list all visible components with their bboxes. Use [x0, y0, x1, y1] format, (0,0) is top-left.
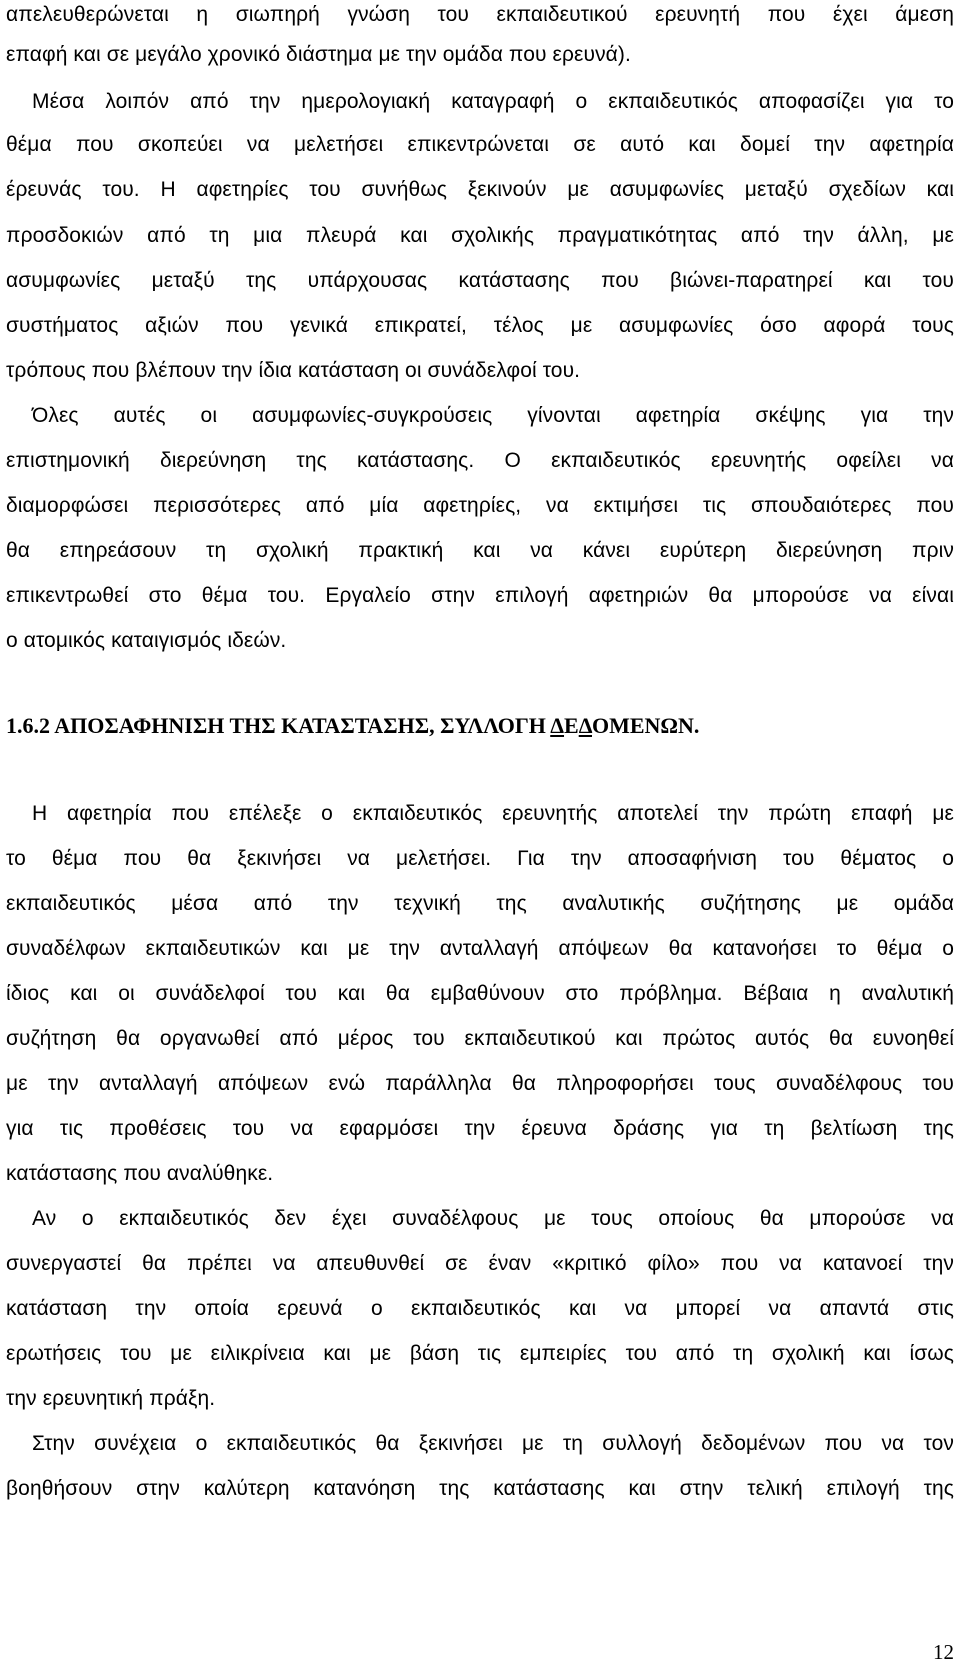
- text-line: εκπαιδευτικός μέσα από την τεχνική της αναλυτικής συζήτησης με ομάδα: [6, 892, 954, 915]
- text-line: με την ανταλλαγή απόψεων ενώ παράλληλα θα πληροφορήσει τους συναδέλφους του: [6, 1072, 954, 1095]
- text-line: ασυμφωνίες μεταξύ της υπάρχουσας κατάστασης που βιώνει-παρατηρεί και του: [6, 269, 954, 292]
- text-line: βοηθήσουν στην καλύτερη κατανόηση της κατάστασης και στην τελική επιλογή της: [6, 1477, 954, 1500]
- page-number: 12: [933, 1640, 954, 1664]
- text-line: τρόπους που βλέπουν την ίδια κατάσταση οι συνάδελφοί του.: [6, 359, 581, 382]
- text-line: συνεργαστεί θα πρέπει να απευθυνθεί σε έναν «κριτικό φίλο» που να κατανοεί την: [6, 1252, 954, 1275]
- text-line: συστήματος αξιών που γενικά επικρατεί, τέλος με ασυμφωνίες όσο αφορά τους: [6, 314, 954, 337]
- section-title: ΑΠΟΣΑΦΗΝΙΣΗ ΤΗΣ ΚΑΤΑΣΤΑΣΗΣ, ΣΥΛΛΟΓΗ ΔΕΔΟΜΕΝΩΝ.: [54, 713, 700, 738]
- text-line: κατάστασης που αναλύθηκε.: [6, 1162, 274, 1185]
- text-line: Στην συνέχεια ο εκπαιδευτικός θα ξεκινήσει με τη συλλογή δεδομένων που να τον: [32, 1432, 954, 1455]
- text-line: ίδιος και οι συνάδελφοί του και θα εμβαθύνουν στο πρόβλημα. Βέβαια η αναλυτική: [6, 982, 954, 1005]
- text-line: επιστημονική διερεύνηση της κατάστασης. Ο εκπαιδευτικός ερευνητής οφείλει να: [6, 449, 954, 472]
- text-line: Η αφετηρία που επέλεξε ο εκπαιδευτικός ερευνητής αποτελεί την πρώτη επαφή με: [32, 802, 954, 825]
- text-line: για τις προθέσεις του να εφαρμόσει την έρευνα δράσης για τη βελτίωση της: [6, 1117, 954, 1140]
- text-line: την ερευνητική πράξη.: [6, 1387, 216, 1410]
- text-line: προσδοκιών από τη μια πλευρά και σχολικής πραγματικότητας από την άλλη, με: [6, 224, 954, 247]
- section-number: 1.6.2: [6, 713, 50, 738]
- text-line: το θέμα που θα ξεκινήσει να μελετήσει. Για την αποσαφήνιση του θέματος ο: [6, 847, 954, 870]
- text-line: επαφή και σε μεγάλο χρονικό διάστημα με την ομάδα που ερευνά).: [6, 43, 631, 66]
- text-line: συζήτηση θα οργανωθεί από μέρος του εκπαιδευτικού και πρώτος αυτός θα ευνοηθεί: [6, 1027, 954, 1050]
- text-line: διαμορφώσει περισσότερες από μία αφετηρίες, να εκτιμήσει τις σπουδαιότερες που: [6, 494, 954, 517]
- text-line: έρευνάς του. Η αφετηρίες του συνήθως ξεκινούν με ασυμφωνίες μεταξύ σχεδίων και: [6, 178, 954, 201]
- text-line: Μέσα λοιπόν από την ημερολογιακή καταγραφή ο εκπαιδευτικός αποφασίζει για το: [32, 90, 954, 113]
- section-heading: [6, 712, 699, 740]
- text-line: συναδέλφων εκπαιδευτικών και με την ανταλλαγή απόψεων θα κατανοήσει το θέμα ο: [6, 937, 954, 960]
- text-line: απελευθερώνεται η σιωπηρή γνώση του εκπαιδευτικού ερευνητή που έχει άμεση: [6, 3, 954, 26]
- text-line: θα επηρεάσουν τη σχολική πρακτική και να κάνει ευρύτερη διερεύνηση πριν: [6, 539, 954, 562]
- text-line: επικεντρωθεί στο θέμα του. Εργαλείο στην επιλογή αφετηριών θα μπορούσε να είναι: [6, 584, 954, 607]
- text-line: θέμα που σκοπεύει να μελετήσει επικεντρώνεται σε αυτό και δομεί την αφετηρία: [6, 133, 954, 156]
- text-line: Αν ο εκπαιδευτικός δεν έχει συναδέλφους με τους οποίους θα μπορούσε να: [32, 1207, 954, 1230]
- text-line: ο ατομικός καταιγισμός ιδεών.: [6, 629, 287, 652]
- text-line: ερωτήσεις του με ειλικρίνεια και με βάση τις εμπειρίες του από τη σχολική και ίσως: [6, 1342, 954, 1365]
- text-line: Όλες αυτές οι ασυμφωνίες-συγκρούσεις γίνονται αφετηρία σκέψης για την: [32, 404, 954, 427]
- text-line: κατάσταση την οποία ερευνά ο εκπαιδευτικός και να μπορεί να απαντά στις: [6, 1297, 954, 1320]
